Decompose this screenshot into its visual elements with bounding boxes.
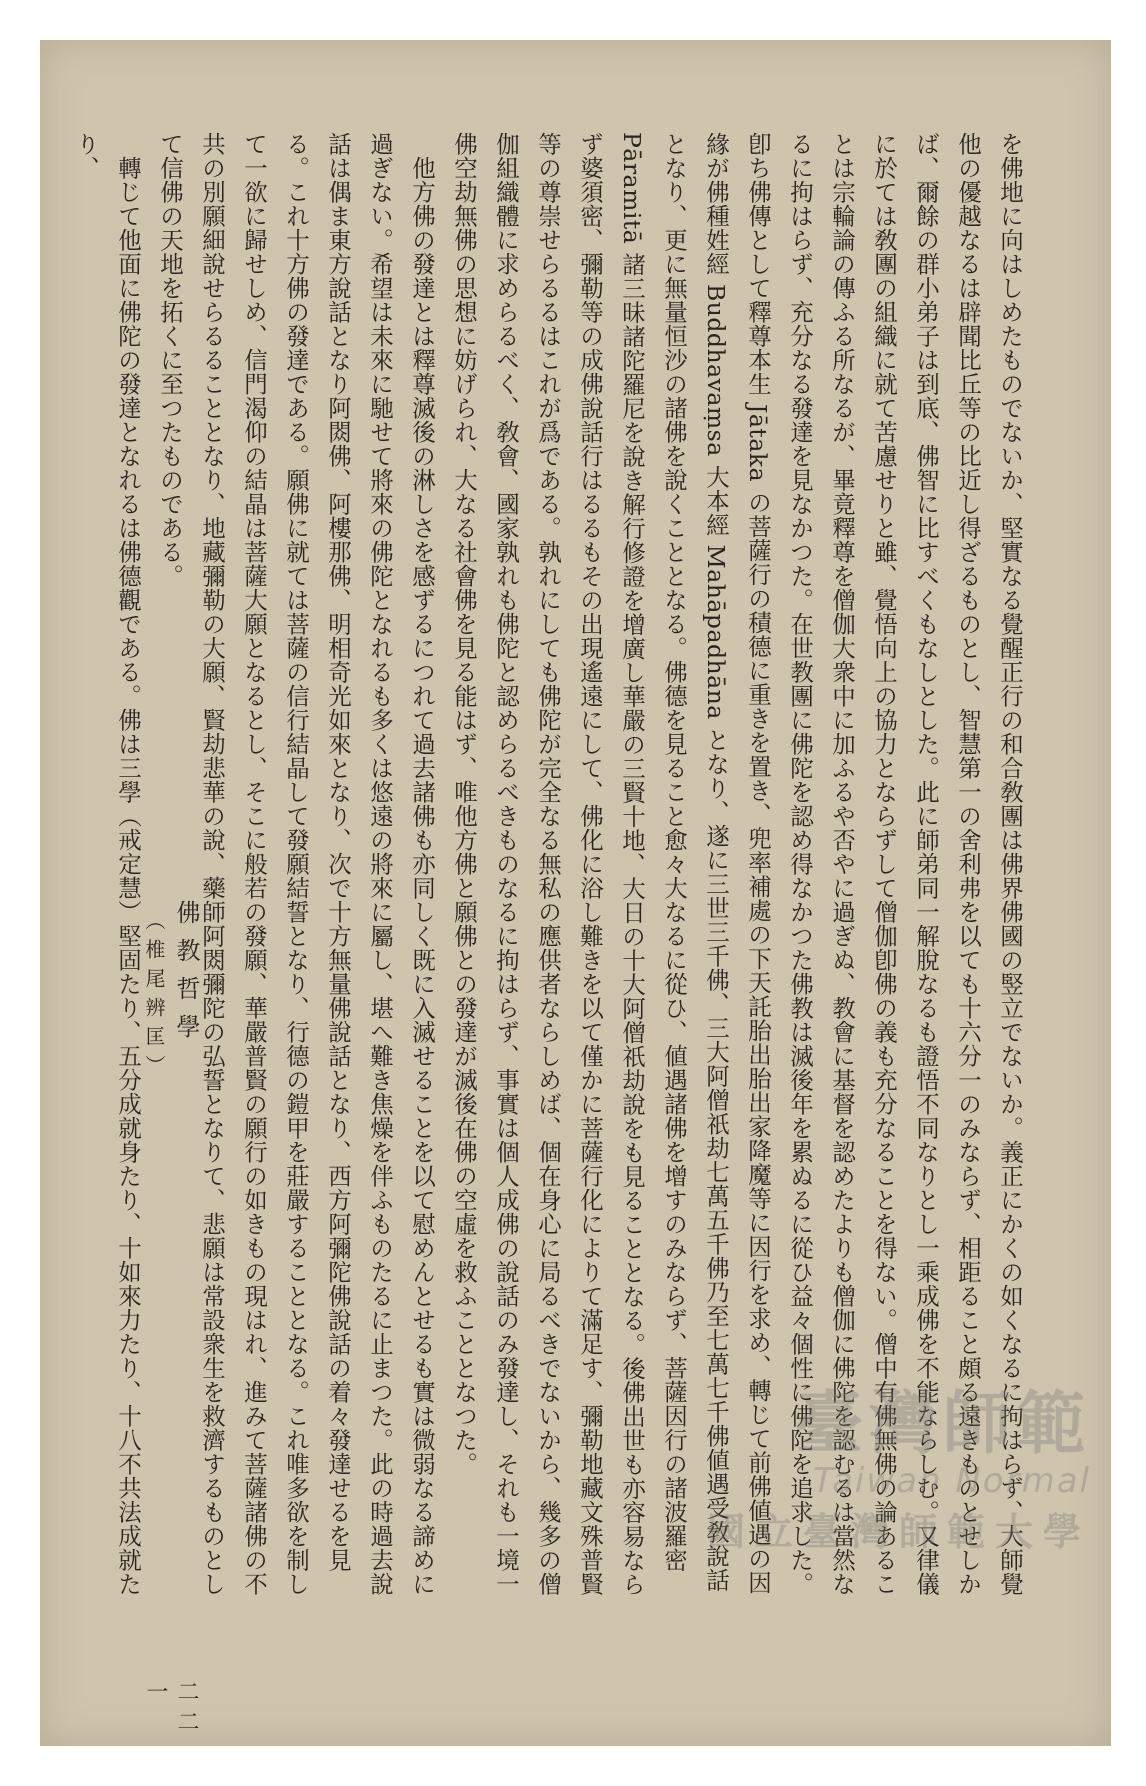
paragraph-2: 他方佛の發達とは釋尊滅後の淋しさを感ずるにつれて過去諸佛も亦同しく既に入滅せることを以て慰めんとせるも實は微弱なる諦めに過ぎない。希望は未來に馳せて將來の佛陀となれるも多くは悠遠の將來に屬し、堪へ難き焦燥を伴ふものたるに止まつた。此の時過去說話は偶ま東方說話となり阿閦佛、阿樓那佛、明相奇光如來となり、次で十方無量佛說話となり、西方阿彌陀佛說話の着々發達せるを見る。これ十方佛の發達である。願佛に就ては菩薩の信行結晶して發願結誓となり、行德の鎧甲を莊嚴することとなる。これ唯多欲を制して一欲に歸せしめ、信門渴仰の結晶は菩薩大願となるとし、そこに般若の發願、華嚴普賢の願行の如きもの現はれ、進みて菩薩諸佛の不共の別願細說せらるることとなり、地藏彌勒の大願、賢劫悲華の說、藥師阿閦彌陀の弘誓となりて、悲願は常設衆生を救濟するものとして信佛の天地を拓くに至つたものである。 <box>156 132 436 1596</box>
vertical-body-text <box>65 132 1031 1602</box>
author-name: （椎尾辨匡） <box>142 910 166 1084</box>
scanned-book-page <box>40 40 1111 1746</box>
paragraph-1: を佛地に向はしめたものでないか、堅實なる覺醒正行の和合敎團は佛界佛國の竪立でないか。義正にかくの如くなるに拘はらず、大師覺他の優越なるは辟聞比丘等の比近し得ざるものとし、智慧第一の舍利弗を以ても十六分一のみならず、相距ること頗る遠きものとせしかば、爾餘の群小弟子は到底、佛智に比すべくもなしとした。此に師弟同一解脫なるも證悟不同なりとし一乘成佛を不能ならしむ。又律儀に於ては敎團の組織に就て苦慮せりと雖、覺悟向上の協力とならずして僧伽卽佛の義も充分なることを得ない。僧中有佛無佛の論あることは宗輪論の傳ふる所なるが、畢竟釋尊を僧伽大衆中に加ふるや否やに過ぎぬ、教會に基督を認めたよりも僧伽に佛陀を認むるは當然なるに拘はらず、充分なる發達を見なかつた。在世教團に佛陀を認め得なかつた佛教は滅後年を累ぬるに從ひ益々個性に佛陀を追求した。卽ち佛傳として釋尊本生 Jātaka の菩薩行の積德に重きを置き、兜率補處の下天託胎出胎出家降魔等に因行を求め、轉じて前佛値遇の因緣が佛種姓經 Buddhavaṃsa 大本經 Mahāpadhāna となり、遂に三世三千佛、三大阿僧祇劫七萬五千佛乃至七萬七千佛値遇受敎說話となり、更に無量恒沙の諸佛を說くこととなる。佛德を見ること愈々大なるに從ひ、値遇諸佛を增すのみならず、菩薩因行の諸波羅密 Pāramitā 諸三昧諸陀羅尼を說き解行修證を增廣し華嚴の三賢十地、大日の十大阿僧祇劫說をも見ることとなる。後佛出世も亦容易ならず婆須密、彌勒等の成佛說話行はるるもその出現遙遠にして、佛化に浴し難きを以て僅かに菩薩行化によりて滿足す、彌勒地藏文殊普賢等の尊崇せらるるはこれが爲である。孰れにしても佛陀が完全なる無私の應供者ならしめば、個在身心に局るべきでないから、幾多の僧伽組織體に求めらるべく、敎會、國家孰れも佛陀と認めらるべきものなるに拘はらず、事實は個人成佛の說話のみ發達し、それも一境一佛空劫無佛の思想に妨げられ、大なる社會佛を見る能はず、唯他方佛と願佛との發達が滅後在佛の空虛を救ふこととなつた。 <box>450 132 1024 1597</box>
page-footer <box>140 900 204 1700</box>
watermark-line-3: 國立臺灣師範大學 <box>706 1510 1091 1554</box>
page-number: 二二一 <box>143 1680 199 1740</box>
running-title: 佛教哲學 <box>172 900 200 1052</box>
paragraph-3: 轉じて他面に佛陀の發達となれるは佛德觀である。佛は三學（戒定慧）堅固たり、五分成就身たり、十如來力たり、十八不共法成就たり、 <box>72 132 142 1596</box>
watermark-line-1: 臺灣師範 <box>794 1385 1091 1464</box>
watermark-line-2: Taiwan Normal <box>812 1461 1091 1501</box>
